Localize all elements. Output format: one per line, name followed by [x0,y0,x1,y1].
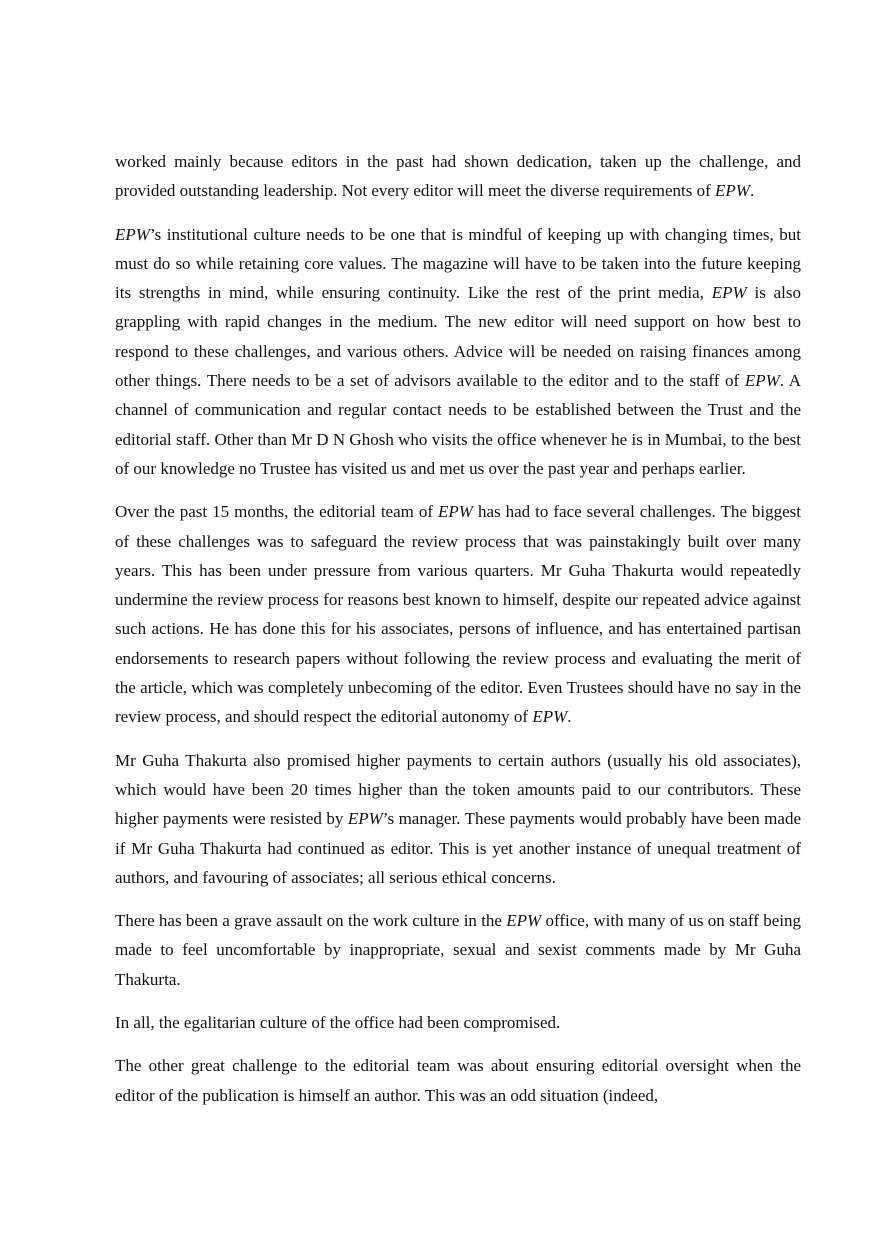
paragraph [115,497,801,731]
paragraph-text: The other great challenge to the editorial team was about ensuring editorial oversight when the editor of the publication is himself an author. This was an odd situation (indeed, [115,1056,801,1105]
paragraph-text: Over the past 15 months, the editorial team of [115,502,439,522]
paragraph-text: office, with many of us on staff being made to feel uncomfortable by inappropriate, sexual and sexist comments made by Mr Guha Thakurta. [115,911,801,989]
paragraph [115,1051,801,1110]
paragraph [115,746,801,892]
paragraph-text: ’s manager. These payments would probably have been made if Mr Guha Thakurta had continued as editor. This is yet another instance of unequal treatment of authors, and favouring of associates; all serious ethical concerns. [115,809,801,887]
paragraph-text: has had to face several challenges. The biggest of these challenges was to safeguard the review process that was painstakingly built over many years. This has been under pressure from various quarters. Mr Guha Thakurta would repeatedly undermine the review process for reasons best known to himself, despite our repeated advice against such actions. He has done this for his associates, persons of influence, and has entertained partisan endorsements to research papers without following the review process and evaluating the merit of the article, which was completely unbecoming of the editor. Even Trustees should have no say in the review process, and should respect the editorial autonomy of [115,502,801,727]
italic-text: EPW [532,707,568,727]
paragraph-text: Mr Guha Thakurta also promised higher payments to certain authors (usually his old associates), which would have been 20 times higher than the token amounts paid to our contributors. These higher payments were resisted by [115,750,801,829]
paragraph-text: worked mainly because editors in the past had shown dedication, taken up the challenge, and provided outstanding leadership. Not every editor will meet the diverse requirements of [115,152,801,201]
italic-text: EPW [115,224,150,244]
paragraph-text: is also grappling with rapid changes in the medium. The new editor will need support on how best to respond to these challenges, and various others. Advice will be needed on raising finances among other things. There needs to be a set of advisors available to the editor and to the staff of [115,283,801,391]
paragraph-text: . [749,181,755,201]
paragraph [115,220,801,484]
document-body [115,147,801,1110]
paragraph-text: There has been a grave assault on the work culture in the [115,911,507,931]
paragraph-text: ’s institutional culture needs to be one that is mindful of keeping up with changing times, but must do so while retaining core values. The magazine will have to be taken into the future keeping its strengths in mind, while ensuring continuity. Like the rest of the print media, [115,224,801,303]
italic-text: EPW [744,371,780,391]
italic-text: EPW [438,502,473,522]
paragraph [115,1008,801,1037]
paragraph-text: In all, the egalitarian culture of the office had been compromised. [115,1013,561,1033]
italic-text: EPW [506,911,542,931]
italic-text: EPW [711,283,747,303]
paragraph-text: . A channel of communication and regular contact needs to be established between the Trust and the editorial staff. Other than Mr D N Ghosh who visits the office whenever he is in Mumbai, to the best of our knowledge no Trustee has visited us and met us over the past year and perhaps earlier. [115,371,801,478]
paragraph-text: . [567,707,572,727]
paragraph [115,906,801,994]
italic-text: EPW [347,809,383,829]
italic-text: EPW [715,181,750,201]
paragraph [115,147,801,206]
